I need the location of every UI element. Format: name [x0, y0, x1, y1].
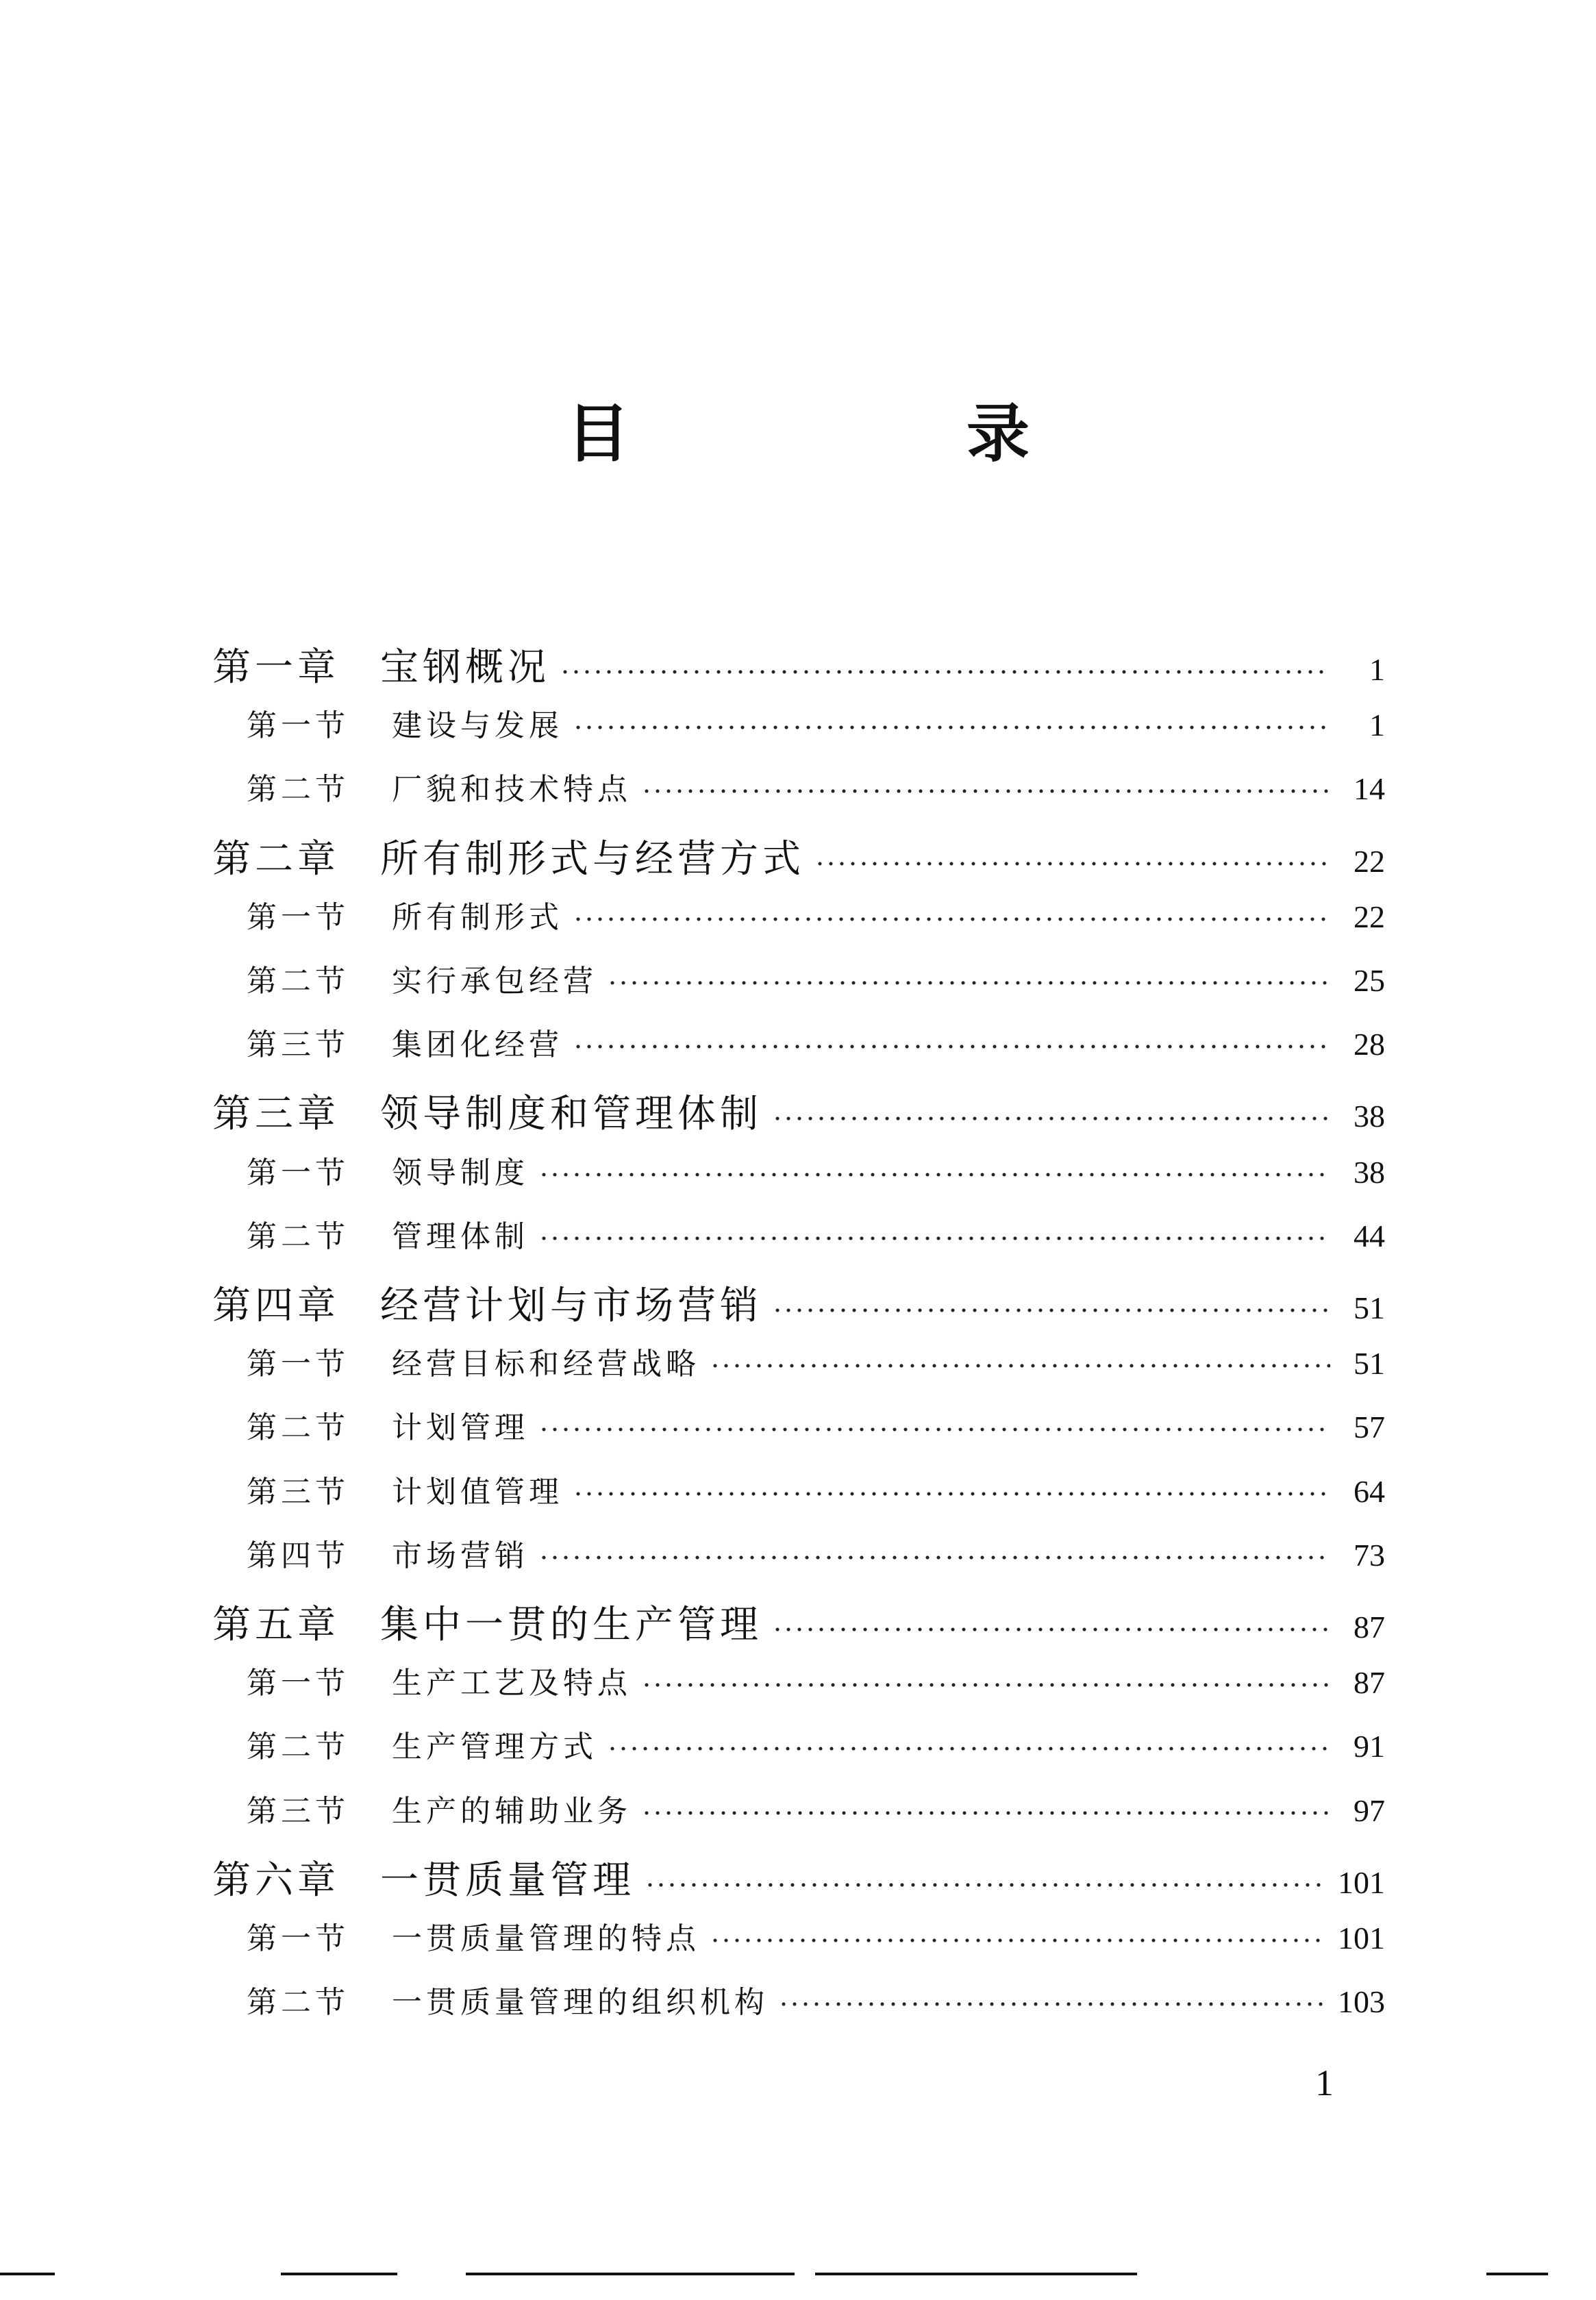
toc-entry[interactable]: [247, 1786, 1385, 1830]
entry-number: 第四节: [247, 1538, 349, 1573]
entry-number: 第四章: [212, 1284, 340, 1328]
entry-title: 一贯质量管理的特点: [392, 1921, 700, 1956]
dot-leader: [710, 1938, 1324, 1943]
entry-number: 第六章: [212, 1858, 340, 1903]
toc-entry[interactable]: [212, 1595, 1385, 1649]
entry-page: 101: [1338, 1865, 1385, 1900]
entry-number: 第三章: [212, 1092, 340, 1136]
scan-edge-rule: [466, 2273, 795, 2275]
dot-leader: [641, 1682, 1330, 1688]
entry-page: 28: [1354, 1027, 1385, 1062]
entry-number: 第一章: [212, 645, 340, 690]
toc-entry[interactable]: [247, 956, 1385, 1000]
entry-title: 计划值管理: [392, 1475, 563, 1510]
entry-page: 51: [1354, 1346, 1385, 1381]
entry-page: 64: [1354, 1474, 1385, 1509]
entry-page: 51: [1354, 1290, 1385, 1325]
entry-number: 第一节: [247, 1666, 349, 1701]
entry-title: 集中一贯的生产管理: [380, 1603, 762, 1647]
entry-page: 97: [1354, 1793, 1385, 1828]
dot-leader: [772, 1116, 1330, 1121]
entry-number: 第一节: [247, 900, 349, 935]
toc-entry[interactable]: [247, 1020, 1385, 1064]
entry-title: 市场营销: [392, 1538, 529, 1573]
entry-page: 91: [1354, 1729, 1385, 1764]
entry-page: 103: [1338, 1984, 1385, 2019]
dot-leader: [641, 788, 1330, 794]
dot-leader: [607, 980, 1330, 986]
entry-page: 87: [1354, 1610, 1385, 1645]
toc-entry[interactable]: [247, 1722, 1385, 1766]
entry-number: 第三节: [247, 1027, 349, 1062]
entry-page: 14: [1354, 771, 1385, 806]
entry-title: 生产的辅助业务: [392, 1794, 632, 1829]
dot-leader: [772, 1308, 1330, 1313]
entry-title: 宝钢概况: [380, 645, 550, 690]
dot-leader: [573, 1491, 1330, 1497]
entry-title: 实行承包经营: [392, 964, 597, 999]
entry-page: 22: [1354, 844, 1385, 879]
entry-page: 101: [1338, 1921, 1385, 1955]
entry-number: 第二节: [247, 1985, 349, 2020]
toc-entry[interactable]: [247, 1339, 1385, 1383]
entry-number: 第三节: [247, 1794, 349, 1829]
entry-title: 管理体制: [392, 1219, 529, 1254]
entry-title: 一贯质量管理: [380, 1858, 635, 1903]
entry-number: 第三节: [247, 1475, 349, 1510]
page-number: 1: [1315, 2062, 1334, 2103]
entry-title: 一贯质量管理的组织机构: [392, 1985, 769, 2020]
entry-title: 集团化经营: [392, 1027, 563, 1062]
entry-page: 73: [1354, 1538, 1385, 1573]
entry-number: 第二节: [247, 772, 349, 807]
entry-number: 第二节: [247, 1410, 349, 1445]
entry-page: 38: [1354, 1099, 1385, 1134]
dot-leader: [778, 2001, 1324, 2007]
toc-entry[interactable]: [247, 1658, 1385, 1702]
toc-entry[interactable]: [247, 1531, 1385, 1575]
entry-title: 所有制形式与经营方式: [380, 837, 805, 882]
entry-page: 87: [1354, 1665, 1385, 1700]
entry-number: 第二章: [212, 837, 340, 882]
entry-title: 厂貌和技术特点: [392, 772, 632, 807]
dot-leader: [573, 916, 1330, 922]
scan-edge-rule: [281, 2273, 397, 2275]
entry-title: 领导制度和管理体制: [380, 1092, 762, 1136]
entry-number: 第五章: [212, 1603, 340, 1647]
entry-number: 第二节: [247, 1219, 349, 1254]
entry-number: 第一节: [247, 708, 349, 743]
dot-leader: [641, 1810, 1330, 1816]
entry-number: 第一节: [247, 1347, 349, 1382]
dot-leader: [573, 1044, 1330, 1049]
toc-entry[interactable]: [247, 1403, 1385, 1447]
toc-entry[interactable]: [247, 1977, 1385, 2021]
entry-title: 领导制度: [392, 1155, 529, 1190]
dot-leader: [710, 1363, 1330, 1368]
entry-title: 计划管理: [392, 1410, 529, 1445]
scan-edge-rule: [815, 2273, 1137, 2275]
toc-entry[interactable]: [247, 1148, 1385, 1192]
toc-entry[interactable]: [212, 637, 1385, 692]
entry-number: 第一节: [247, 1921, 349, 1956]
entry-title: 生产管理方式: [392, 1729, 597, 1764]
entry-page: 44: [1354, 1218, 1385, 1253]
scan-edge-rule: [1486, 2273, 1548, 2275]
entry-title: 所有制形式: [392, 900, 563, 935]
entry-title: 生产工艺及特点: [392, 1666, 632, 1701]
dot-leader: [607, 1746, 1330, 1751]
entry-number: 第一节: [247, 1155, 349, 1190]
entry-number: 第二节: [247, 1729, 349, 1764]
entry-page: 57: [1354, 1410, 1385, 1445]
entry-page: 1: [1369, 652, 1385, 687]
page-title: 目 录: [566, 397, 1188, 471]
entry-page: 25: [1354, 963, 1385, 998]
toc-entry[interactable]: [247, 701, 1385, 745]
toc-entry[interactable]: [212, 829, 1385, 884]
scan-edge-rule: [0, 2273, 55, 2275]
toc-entry[interactable]: [247, 1212, 1385, 1255]
dot-leader: [645, 1882, 1324, 1888]
toc-entry[interactable]: [247, 892, 1385, 936]
toc-entry[interactable]: [247, 1914, 1385, 1958]
dot-leader: [573, 725, 1330, 730]
toc-entry[interactable]: [212, 1275, 1385, 1330]
dot-leader: [538, 1172, 1330, 1177]
dot-leader: [538, 1236, 1330, 1241]
dot-leader: [560, 669, 1330, 675]
toc-entry[interactable]: [212, 1850, 1385, 1905]
dot-leader: [538, 1427, 1330, 1432]
dot-leader: [772, 1627, 1330, 1632]
entry-title: 经营计划与市场营销: [380, 1284, 762, 1328]
entry-title: 建设与发展: [392, 708, 563, 743]
entry-page: 38: [1354, 1155, 1385, 1190]
toc-entry[interactable]: [247, 1467, 1385, 1511]
dot-leader: [538, 1555, 1330, 1560]
entry-page: 22: [1354, 899, 1385, 934]
dot-leader: [814, 861, 1330, 866]
entry-number: 第二节: [247, 964, 349, 999]
toc-entry[interactable]: [247, 764, 1385, 808]
entry-title: 经营目标和经营战略: [392, 1347, 700, 1382]
entry-page: 1: [1369, 708, 1385, 742]
toc-entry[interactable]: [212, 1084, 1385, 1138]
